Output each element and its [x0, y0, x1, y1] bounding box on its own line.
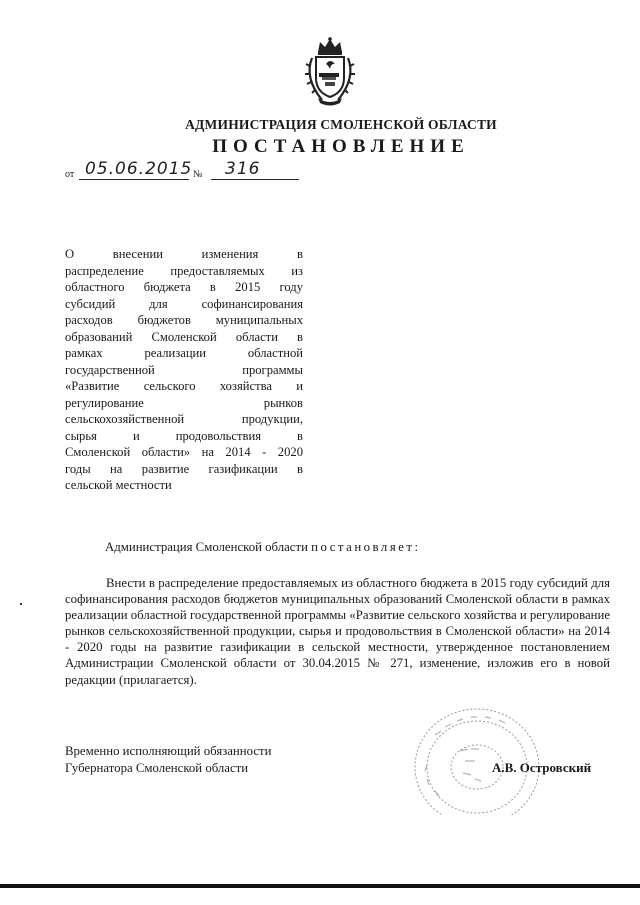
subject-line: распределение предоставляемых из: [65, 263, 303, 278]
number-label: №: [193, 169, 203, 180]
subject-line: «Развитие сельского хозяйства и: [65, 379, 303, 393]
subject-line: областного бюджета в 2015 году: [65, 280, 303, 294]
date-label: от: [65, 169, 75, 180]
body-paragraph: Внести в распределение предоставляемых из областного бюджета в 2015 году субсидий для софинансирования расходов бюджетов муниципальных образований Смоленской области в рамках реализации областной государственной программы «Развитие сельского хозяйства и регулирование рынков сельскохозяйственной продукции, сырья и продовольствия в Смоленской области» на 2014 - 2020 годы на развитие газификации в сельской местности, утвержденное постановлением Администрации Смоленской области от 30.04.2015 № 271, изменение, изложив его в новой редакции (прилагается).: [65, 576, 610, 687]
preamble-resolves: постановляет:: [311, 540, 421, 554]
subject-line: годы на развитие газификации в: [65, 461, 303, 476]
subject-line: сельскохозяйственной продукции,: [65, 412, 303, 426]
scan-bottom-border: [0, 884, 640, 888]
coat-of-arms-icon: [300, 36, 360, 106]
subject-line: Смоленской области» на 2014 - 2020: [65, 445, 303, 459]
subject-line: рамках реализации областной: [65, 346, 303, 360]
subject-block: [65, 246, 303, 494]
subject-line: сельской местности: [65, 478, 172, 492]
number-underline: [211, 179, 299, 180]
subject-line: образований Смоленской области в: [65, 329, 303, 344]
signatory-title-line: Временно исполняющий обязанности: [65, 744, 272, 758]
subject-line: сырья и продовольствия в: [65, 428, 303, 443]
scan-speck: [20, 603, 22, 605]
handwritten-number: 316: [225, 159, 261, 179]
signatory-name: А.В. Островский: [492, 760, 592, 775]
organization-name: АДМИНИСТРАЦИЯ СМОЛЕНСКОЙ ОБЛАСТИ: [185, 117, 497, 132]
preamble-text: Администрация Смоленской области: [105, 540, 312, 554]
handwritten-date: 05.06.2015: [85, 159, 193, 179]
subject-line: государственной программы: [65, 362, 303, 377]
preamble: [105, 540, 421, 555]
document-type-title: ПОСТАНОВЛЕНИЕ: [212, 136, 470, 157]
signatory-title: [65, 743, 271, 777]
subject-line: расходов бюджетов муниципальных: [65, 313, 303, 327]
subject-line: О внесении изменения в: [65, 247, 303, 261]
subject-line: субсидий для софинансирования: [65, 296, 303, 311]
date-number-line: [65, 160, 325, 182]
signatory-title-line: Губернатора Смоленской области: [65, 761, 249, 775]
subject-line: регулирование рынков: [65, 395, 303, 410]
date-underline: [79, 179, 189, 180]
